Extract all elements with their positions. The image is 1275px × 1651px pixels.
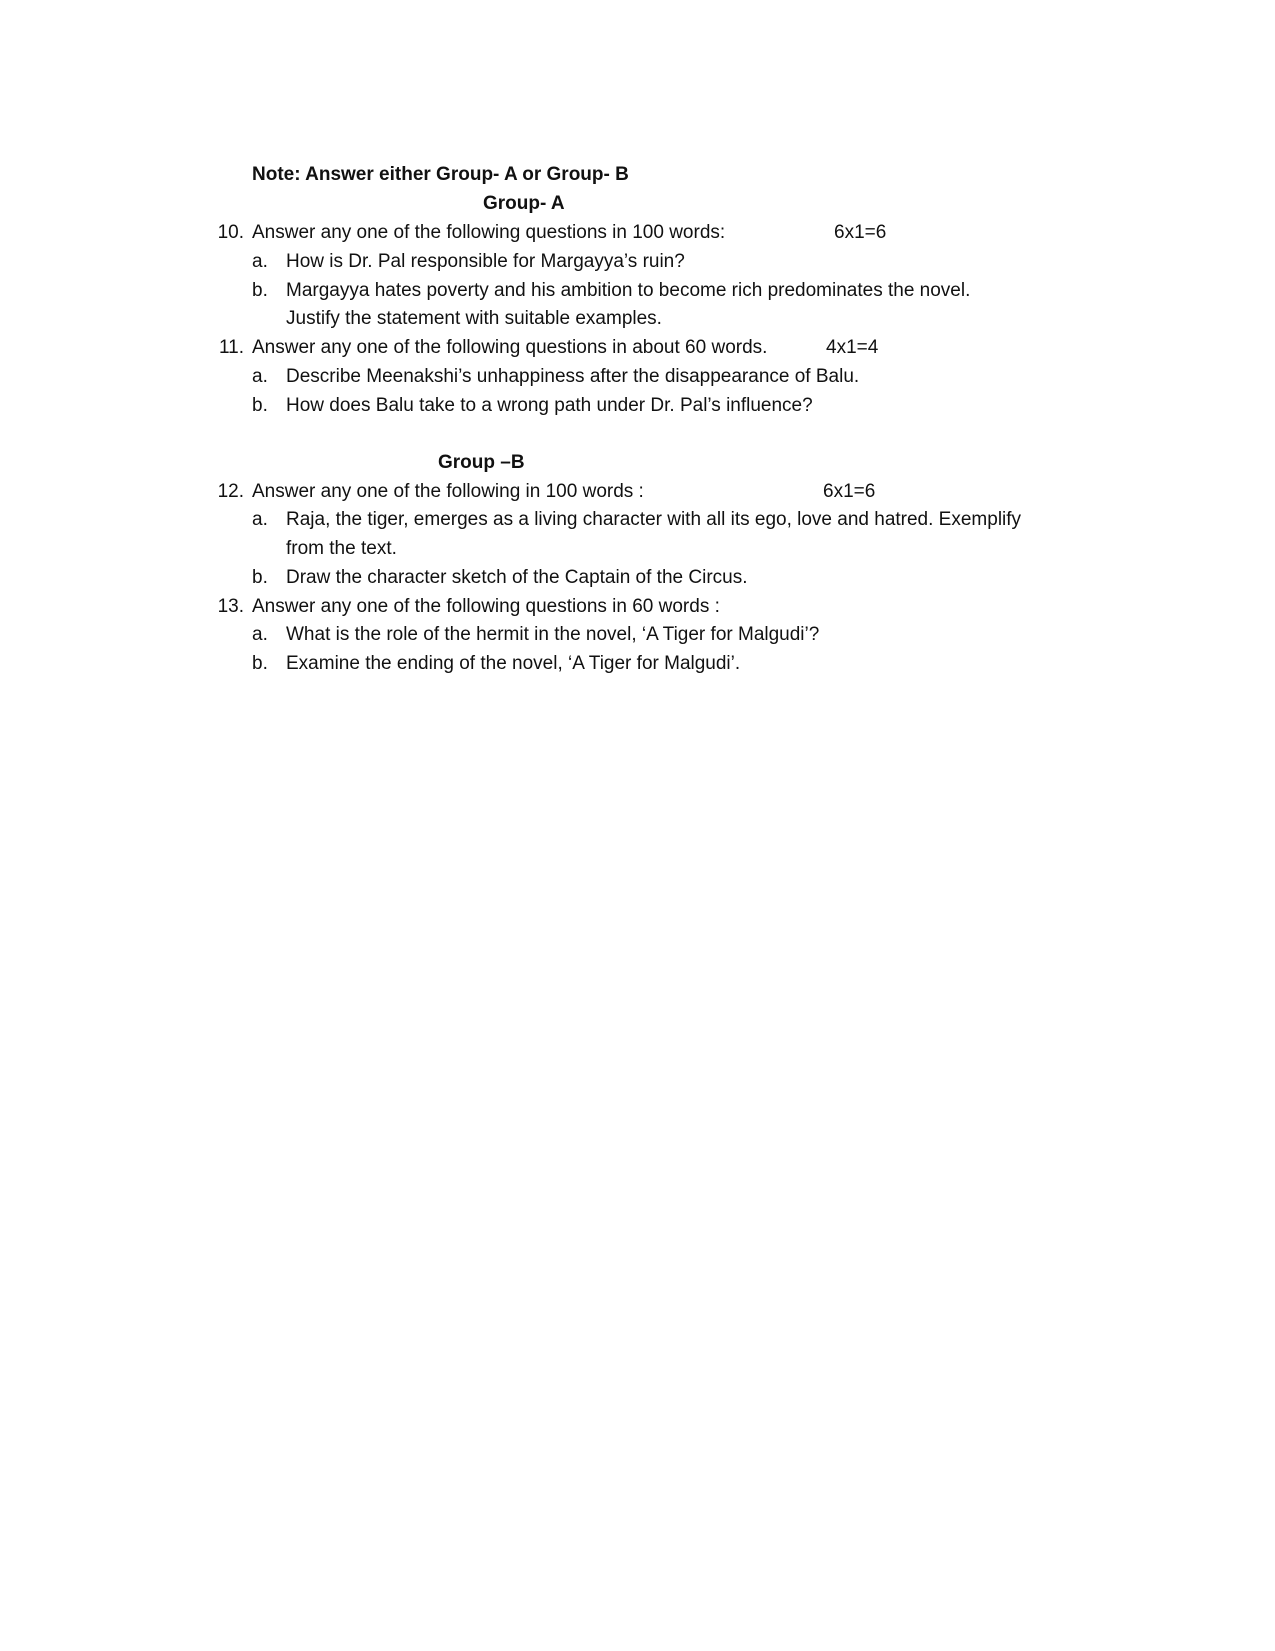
- note-text: Note: Answer either Group- A or Group- B: [252, 164, 629, 185]
- group-a-heading: Group- A: [483, 193, 565, 214]
- option-text-continued: from the text.: [286, 538, 397, 559]
- question-text: Answer any one of the following questions in 100 words:: [252, 222, 726, 243]
- option-letter: a.: [252, 509, 268, 530]
- option-letter: b.: [252, 653, 268, 674]
- option-text: How is Dr. Pal responsible for Margayya’s ruin?: [286, 251, 685, 272]
- option-text: Raja, the tiger, emerges as a living character with all its ego, love and hatred. Exemplify: [286, 509, 1022, 530]
- question-marks: 6x1=6: [823, 481, 876, 502]
- option-text: Margayya hates poverty and his ambition to become rich predominates the novel.: [286, 280, 971, 301]
- question-text: Answer any one of the following questions in about 60 words.: [252, 337, 768, 358]
- option-letter: b.: [252, 567, 268, 588]
- option-text: What is the role of the hermit in the novel, ‘A Tiger for Malgudi’?: [286, 624, 820, 645]
- question-marks: 6x1=6: [834, 222, 887, 243]
- option-letter: b.: [252, 395, 268, 416]
- option-text: Draw the character sketch of the Captain of the Circus.: [286, 567, 748, 588]
- question-number: 10.: [217, 222, 244, 243]
- question-text: Answer any one of the following questions in 60 words :: [252, 596, 720, 617]
- question-number: 13.: [217, 596, 244, 617]
- option-text: Examine the ending of the novel, ‘A Tiger for Malgudi’.: [286, 653, 741, 674]
- question-text: Answer any one of the following in 100 words :: [252, 481, 644, 502]
- question-number: 11.: [218, 337, 244, 358]
- option-text: How does Balu take to a wrong path under Dr. Pal’s influence?: [286, 395, 813, 416]
- option-letter: a.: [252, 251, 268, 272]
- option-text: Describe Meenakshi’s unhappiness after the disappearance of Balu.: [286, 366, 860, 387]
- option-letter: b.: [252, 280, 268, 301]
- question-number: 12.: [217, 481, 244, 502]
- option-letter: a.: [252, 366, 268, 387]
- option-text-continued: Justify the statement with suitable examples.: [286, 308, 662, 329]
- option-letter: a.: [252, 624, 268, 645]
- question-marks: 4x1=4: [826, 337, 879, 358]
- group-b-heading: Group –B: [438, 452, 525, 473]
